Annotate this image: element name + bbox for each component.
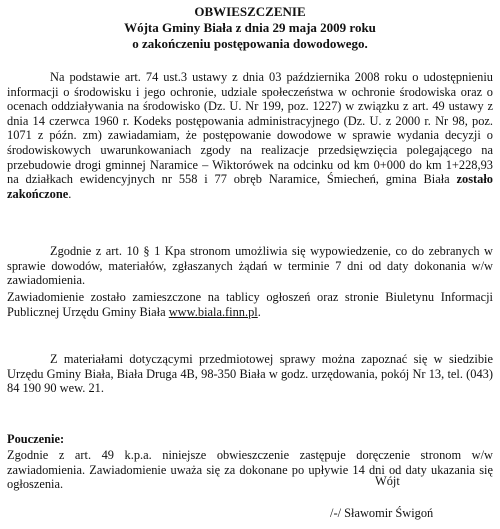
document-subject: o zakończeniu postępowania dowodowego. (132, 36, 368, 51)
paragraph-legal-basis (7, 70, 493, 201)
paragraph-office-info: Z materiałami dotyczącymi przedmiotowej sprawy można zapoznać się w siedzibie Urzędu Gminy Biała, Biała Druga 4B, 98-350 Biała w godz. urzędowania, pokój Nr 13, tel. (043) 84 190 90 wew. 21. (7, 352, 493, 396)
signature-name: /-/ Sławomir Świgoń (330, 506, 434, 520)
paragraph-publication-text: Zawiadomienie zostało zamieszczone na tablicy ogłoszeń oraz stronie Biuletynu Informacji Publicznej Urzędu Gminy Biała (7, 290, 493, 319)
paragraph-legal-basis-text: Na podstawie art. 74 ust.3 ustawy z dnia 03 października 2008 roku o udostępnieniu informacji o środowisku i jego ochronie, udziale społeczeństwa w ochronie środowiska oraz o ocenach oddziaływania na środowisko (Dz. U. Nr 199, poz. 1227) w związku z art. 49 ustawy z dnia 14 czerwca 1960 r. Kodeks postępowania administracyjnego (Dz. U. z 2000 r. Nr 98, poz. 1071 z późn. zm) zawiadamiam, że postępowanie dowodowe w sprawie wydania decyzji o środowiskowych uwarunkowaniach zgody na realizacje przedsięwzięcia polegającego na przebudowie drogi gminnej Naramice – Wiktorówek na odcinku od km 0+000 do km 1+228,93 na działkach ewidencyjnych nr 558 i 77 obręb Naramice, Śmiecheń, gmina Biała (7, 70, 493, 187)
paragraph-publication-end: . (257, 304, 261, 319)
signature-title: Wójt (375, 474, 400, 488)
document-subtitle: Wójta Gminy Biała z dnia 29 maja 2009 roku (124, 20, 376, 35)
paragraph-rights: Zgodnie z art. 10 § 1 Kpa stronom umożliwia się wypowiedzenie, co do zebranych w sprawie dowodów, materiałów, zgłaszanych żądań w terminie 7 dni od daty dokonania w/w zawiadomienia. (7, 244, 493, 288)
pouczenie-heading: Pouczenie: (7, 432, 65, 446)
paragraph-legal-basis-end: . (68, 186, 72, 201)
paragraph-publication (7, 290, 493, 319)
document-title: OBWIESZCZENIE (194, 4, 306, 19)
bip-link[interactable]: www.biala.finn.pl (168, 304, 258, 319)
pouczenie-text: Zgodnie z art. 49 k.p.a. niniejsze obwieszczenie zastępuje doręczenie stronom w/w zawiadomienia. Zawiadomienie uważa się za dokonane po upływie 14 dni od daty ukazania się ogłoszenia. (7, 448, 493, 492)
paragraph-legal-basis-bold: zostało zakończone (7, 172, 493, 201)
